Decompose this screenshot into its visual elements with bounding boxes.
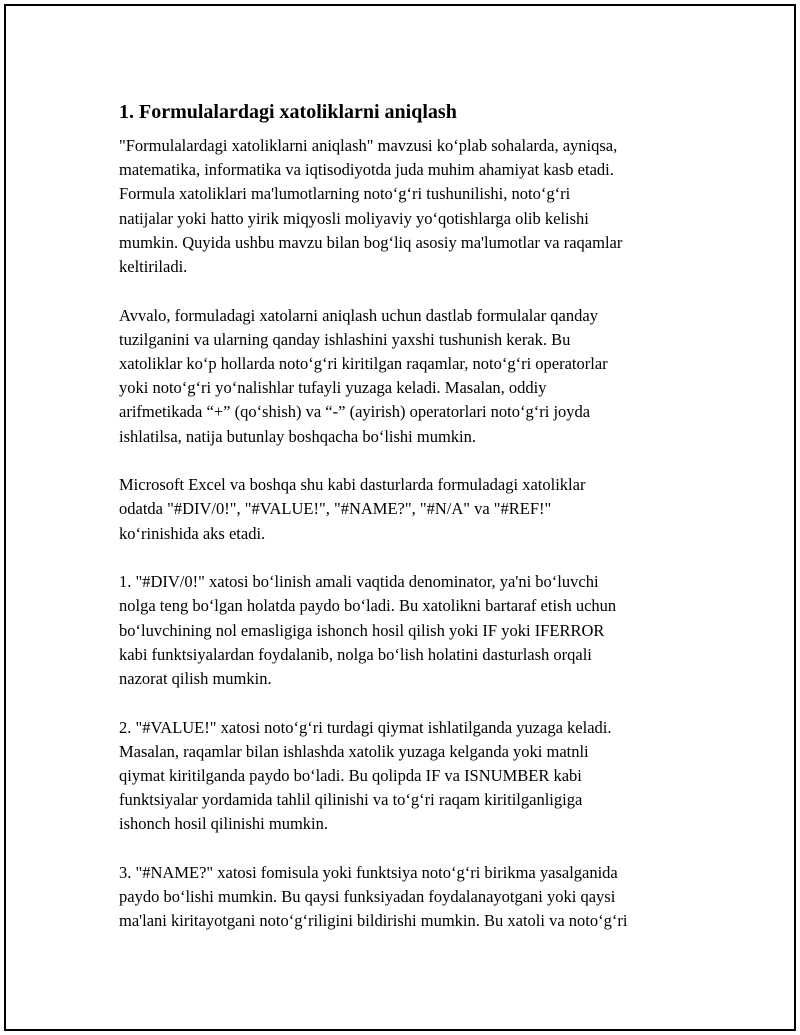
page-frame [4,4,796,1031]
text-line: yoki notoʻgʻri yoʻnalishlar tufayli yuzaga keladi. Masalan, oddiy [119,378,547,398]
text-line: Microsoft Excel va boshqa shu kabi dasturlarda formuladagi xatoliklar [119,475,586,495]
text-line: matematika, informatika va iqtisodiyotda juda muhim ahamiyat kasb etadi. [119,160,614,180]
text-line: Avvalo, formuladagi xatolarni aniqlash uchun dastlab formulalar qanday [119,305,598,325]
paragraph-formula-structure [119,304,699,449]
paragraph-div0-error [119,570,699,691]
text-line: odatda "#DIV/0!", "#VALUE!", "#NAME?", "#N/A" va "#REF!" [119,499,552,519]
text-line: koʻrinishida aks etadi. [119,523,266,543]
text-line: keltiriladi. [119,257,188,277]
text-line: paydo boʻlishi mumkin. Bu qaysi funksiyadan foydalanayotgani yoki qaysi [119,887,616,907]
text-line: natijalar yoki hatto yirik miqyosli moliyaviy yoʻqotishlarga olib kelishi [119,208,589,228]
text-line: Formula xatoliklari ma'lumotlarning notoʻgʻri tushunilishi, notoʻgʻri [119,184,571,204]
text-line: nolga teng boʻlgan holatda paydo boʻladi. Bu xatolikni bartaraf etish uchun [119,596,617,616]
paragraph-value-error [119,716,699,837]
text-line: funktsiyalar yordamida tahlil qilinishi va toʻgʻri raqam kiritilganligiga [119,790,583,810]
text-line: 2. "#VALUE!" xatosi notoʻgʻri turdagi qiymat ishlatilganda yuzaga keladi. [119,717,612,737]
document-body [119,99,699,958]
text-line: nazorat qilish mumkin. [119,669,272,689]
text-line: Masalan, raqamlar bilan ishlashda xatolik yuzaga kelganda yoki matnli [119,741,589,761]
paragraph-excel-errors [119,473,699,546]
paragraph-name-error [119,861,699,934]
text-line: ishonch hosil qilinishi mumkin. [119,814,329,834]
text-line: boʻluvchining nol emasligiga ishonch hosil qilish yoki IF yoki IFERROR [119,620,605,640]
text-line: 1. "#DIV/0!" xatosi boʻlinish amali vaqtida denominator, ya'ni boʻluvchi [119,572,599,592]
paragraph-intro [119,134,699,279]
section-heading: 1. Formulalardagi xatoliklarni aniqlash [119,101,457,123]
text-line: ishlatilsa, natija butunlay boshqacha boʻlishi mumkin. [119,426,476,446]
text-line: "Formulalardagi xatoliklarni aniqlash" mavzusi koʻplab sohalarda, ayniqsa, [119,136,618,155]
text-line: mumkin. Quyida ushbu mavzu bilan bogʻliq asosiy ma'lumotlar va raqamlar [119,232,623,252]
text-line: arifmetikada “+” (qoʻshish) va “-” (ayirish) operatorlari notoʻgʻri joyda [119,402,591,422]
text-line: 3. "#NAME?" xatosi fomisula yoki funktsiya notoʻgʻri birikma yasalganida [119,863,618,883]
text-line: qiymat kiritilganda paydo boʻladi. Bu qolipda IF va ISNUMBER kabi [119,766,582,786]
text-line: ma'lani kiritayotgani notoʻgʻriligini bildirishi mumkin. Bu xatoli va notoʻgʻri [119,911,628,931]
text-line: kabi funktsiyalardan foydalanib, nolga boʻlish holatini dasturlash orqali [119,644,592,664]
text-line: tuzilganini va ularning qanday ishlashini yaxshi tushunish kerak. Bu [119,329,571,349]
text-line: xatoliklar koʻp hollarda notoʻgʻri kiritilgan raqamlar, notoʻgʻri operatorlar [119,354,608,374]
